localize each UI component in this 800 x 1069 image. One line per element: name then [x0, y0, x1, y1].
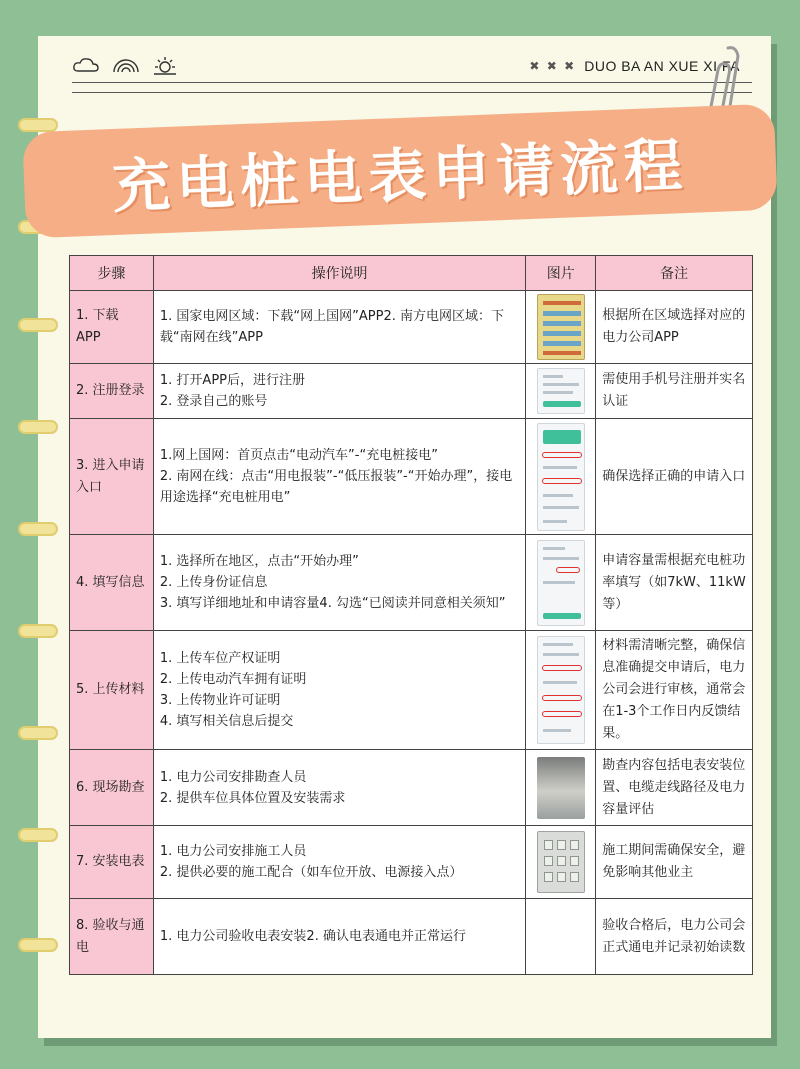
table-row [70, 631, 753, 750]
header-divider [72, 92, 752, 93]
table-row [70, 291, 753, 364]
step-label: 5. 上传材料 [70, 631, 154, 750]
step-note: 确保选择正确的申请入口 [596, 419, 753, 535]
binder-ring [18, 938, 58, 952]
step-description [153, 899, 525, 975]
step-description [153, 419, 525, 535]
header-step: 步骤 [70, 256, 154, 291]
step-description [153, 631, 525, 750]
desc-line: 1. 电力公司安排勘查人员 [159, 769, 307, 785]
table-header-row [70, 256, 753, 291]
desc-line: 1. 选择所在地区，点击“开始办理” [159, 554, 359, 569]
header-divider [72, 82, 752, 83]
site-survey-photo [537, 757, 585, 819]
desc-line: 1. 国家电网区域：下载“网上国网”APP2. 南方电网区域：下载“南网在线”APP [159, 309, 505, 345]
table-row [70, 899, 753, 975]
step-image [526, 419, 596, 535]
desc-line: 1. 打开APP后，进行注册 [159, 373, 305, 388]
desc-line: 4. 填写相关信息后提交 [159, 714, 294, 729]
sun-icon [152, 56, 178, 76]
binder-ring [18, 420, 58, 434]
upload-screenshot [537, 636, 585, 744]
step-image [526, 750, 596, 826]
step-label: 1. 下载 APP [70, 291, 154, 364]
step-label: 3. 进入申请入口 [70, 419, 154, 535]
desc-line: 3. 填写详细地址和申请容量4. 勾选“已阅读并同意相关须知” [159, 596, 506, 611]
step-description [153, 750, 525, 826]
desc-line: 2. 上传电动汽车拥有证明 [159, 672, 307, 687]
meter-box-photo [537, 831, 585, 893]
step-note: 申请容量需根据充电桩功率填写（如7kW、11kW等） [596, 535, 753, 631]
desc-line: 2. 登录自己的账号 [159, 394, 268, 409]
binder-ring [18, 624, 58, 638]
brand-marks: ✖ ✖ ✖ [529, 59, 577, 73]
step-description [153, 364, 525, 419]
step-label: 2. 注册登录 [70, 364, 154, 419]
desc-line: 1. 上传车位产权证明 [159, 651, 281, 666]
step-note: 验收合格后，电力公司会正式通电并记录初始读数 [596, 899, 753, 975]
header-icons [72, 56, 178, 76]
desc-line: 2. 上传身份证信息 [159, 575, 268, 590]
rainbow-icon [112, 56, 140, 74]
form-screenshot [537, 540, 585, 626]
desc-line: 1. 电力公司安排施工人员 [159, 844, 307, 859]
cloud-icon [72, 56, 100, 74]
desc-line: 1. 电力公司验收电表安装2. 确认电表通电并正常运行 [159, 929, 466, 944]
desc-line: 2. 提供车位具体位置及安装需求 [159, 790, 346, 806]
step-label: 4. 填写信息 [70, 535, 154, 631]
step-note: 施工期间需确保安全，避免影响其他业主 [596, 826, 753, 899]
table-row [70, 535, 753, 631]
step-label: 7. 安装电表 [70, 826, 154, 899]
step-note: 根据所在区域选择对应的电力公司APP [596, 291, 753, 364]
process-table [69, 255, 753, 975]
binder-ring [18, 828, 58, 842]
login-screenshot [537, 368, 585, 414]
desc-line: 1.网上国网：首页点击“电动汽车”-“充电桩接电” [159, 448, 438, 463]
step-image [526, 826, 596, 899]
step-image [526, 364, 596, 419]
step-note: 勘查内容包括电表安装位置、电缆走线路径及电力容量评估 [596, 750, 753, 826]
step-image [526, 535, 596, 631]
step-image-empty [526, 899, 596, 975]
step-label: 8. 验收与通电 [70, 899, 154, 975]
binder-ring [18, 118, 58, 132]
binder-ring [18, 318, 58, 332]
step-note: 需使用手机号注册并实名认证 [596, 364, 753, 419]
desc-line: 2. 南网在线：点击“用电报装”-“低压报装”-“开始办理”，接电用途选择“充电桩用电” [159, 469, 513, 505]
step-description [153, 826, 525, 899]
step-image [526, 291, 596, 364]
table-row [70, 364, 753, 419]
step-description [153, 291, 525, 364]
desc-line: 3. 上传物业许可证明 [159, 693, 281, 708]
page-title: 充电桩电表申请流程 [111, 130, 690, 222]
header-note: 备注 [596, 256, 753, 291]
step-description [153, 535, 525, 631]
table-row [70, 419, 753, 535]
step-note: 材料需清晰完整，确保信息准确提交申请后，电力公司会进行审核，通常会在1-3个工作日内反馈结果。 [596, 631, 753, 750]
binder-ring [18, 726, 58, 740]
entry-screenshot [537, 423, 585, 531]
brand-name: DUO BA AN XUE XI FA [584, 58, 740, 74]
binder-ring [18, 522, 58, 536]
app-store-screenshot [537, 294, 585, 360]
desc-line: 2. 提供必要的施工配合（如车位开放、电源接入点） [159, 865, 463, 880]
table-row [70, 750, 753, 826]
header-desc: 操作说明 [153, 256, 525, 291]
step-label: 6. 现场勘查 [70, 750, 154, 826]
step-image [526, 631, 596, 750]
header-image: 图片 [526, 256, 596, 291]
table-row [70, 826, 753, 899]
